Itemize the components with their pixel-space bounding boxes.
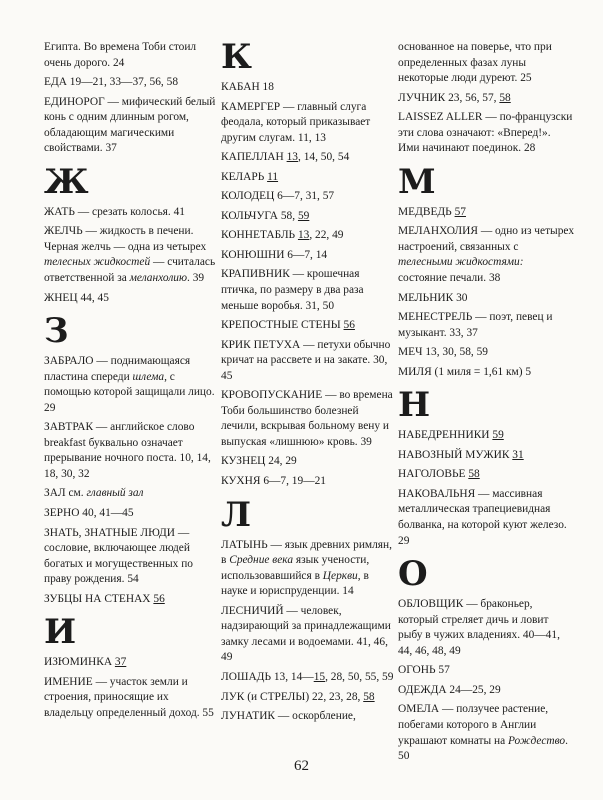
- index-entry: ОГОНЬ 57: [398, 664, 450, 677]
- index-entry: ОМЕЛА — ползучее растение, побегами которого в Англии украшают комнаты на Рождество. 50: [398, 703, 568, 763]
- index-entry: ЗАБРАЛО — поднимающаяся пластина спереди шлема, с помощью которой защищали лицо. 29: [44, 355, 215, 414]
- index-entry: МЕНЕСТРЕЛЬ — поэт, певец и музыкант. 33, 37: [398, 311, 553, 339]
- index-entry: КАБАН 18: [221, 81, 274, 93]
- index-entry: ЛУНАТИК — оскорбление,: [221, 710, 356, 723]
- index-entry: ЛАТЫНЬ — язык древних римлян, в Средние века язык учености, использовавшийся в Церкви, в науке и юриспруденции. 14: [221, 538, 392, 598]
- index-entry: ЖЕЛЧЬ — жидкость в печени. Черная желчь — одна из четырех телесных жидкостей — считалась ответственной за меланхолию. 39: [44, 225, 216, 285]
- index-entry: ЛУЧНИК 23, 56, 57, 58: [398, 91, 511, 104]
- index-entry: LAISSEZ ALLER — по-французски эти слова означают: «Вперед!». Ими начинают поединок. 28: [398, 111, 573, 155]
- section-letter: М: [398, 161, 436, 202]
- index-entry: ЗАВТРАК — английское слово breakfast буквально означает прерывание ночного поста. 10, 14, 18, 30, 32: [44, 421, 211, 480]
- index-entry: КРАПИВНИК — крошечная птичка, по размеру в два раза меньше воробья. 31, 50: [221, 268, 364, 312]
- section-letter: Ж: [44, 161, 89, 202]
- index-entry: КЕЛАРЬ 11: [221, 170, 279, 183]
- index-entry: ИЗЮМИНКА 37: [44, 656, 127, 669]
- index-entry: Египта. Во времена Тоби стоил очень дорого. 24: [44, 41, 197, 69]
- index-entry: НАГОЛОВЬЕ 58: [398, 468, 480, 481]
- index-column-1: [44, 40, 220, 726]
- index-entry: ЗУБЦЫ НА СТЕНАХ 56: [44, 592, 165, 605]
- section-letter: Л: [221, 494, 252, 535]
- index-entry: ЕДИНОРОГ — мифический белый конь с одним длинным рогом, обладающим магическими свойствами. 37: [44, 95, 216, 155]
- index-entry: КОЛЬЧУГА 58, 59: [221, 209, 310, 222]
- index-entry: ЗНАТЬ, ЗНАТНЫЕ ЛЮДИ — сословие, включающее людей богатых и могущественных по праву рождения. 54: [44, 526, 194, 586]
- index-entry: КОНЮШНИ 6—7, 14: [221, 248, 328, 261]
- index-entry: НАБЕДРЕННИКИ 59: [398, 429, 504, 442]
- index-entry: КАМЕРГЕР — главный слуга феодала, который приказывает другим слугам. 11, 13: [221, 100, 371, 144]
- index-entry: МЕЧ 13, 30, 58, 59: [398, 346, 488, 359]
- index-entry: ЗАЛ см. главный зал: [44, 487, 144, 500]
- index-entry: КРЕПОСТНЫЕ СТЕНЫ 56: [221, 319, 355, 332]
- index-entry: МЕЛАНХОЛИЯ — одно из четырех настроений, связанных с телесными жидкостями: состояние печали. 38: [398, 225, 575, 285]
- index-entry: ЖНЕЦ 44, 45: [44, 291, 109, 304]
- index-entry: КРИК ПЕТУХА — петухи обычно кричат на рассвете и на закате. 30, 45: [221, 338, 391, 382]
- section-letter: З: [44, 311, 69, 352]
- index-entry: ЛЕСНИЧИЙ — человек, надзирающий за принадлежащими замку лесами и водоемами. 41, 46, 49: [221, 604, 391, 664]
- index-entry: ОБЛОВЩИК — браконьер, который стреляет дичь и ловит рыбу в чужих владениях. 40—41, 44, 46, 48, 49: [398, 598, 560, 657]
- section-letter: Н: [398, 385, 431, 426]
- index-entry: ЛОШАДЬ 13, 14—15, 28, 50, 55, 59: [221, 670, 394, 683]
- index-entry: ЖАТЬ — срезать колосья. 41: [44, 205, 185, 218]
- index-column-3: [398, 40, 574, 769]
- index-entry: КОННЕТАБЛЬ 13, 22, 49: [221, 229, 344, 242]
- section-letter: И: [44, 612, 77, 653]
- index-entry: ОДЕЖДА 24—25, 29: [398, 683, 501, 696]
- index-entry: МИЛЯ (1 миля = 1,61 км) 5: [398, 365, 532, 378]
- index-entry: НАКОВАЛЬНЯ — массивная металлическая трапециевидная болванка, на которой куют железо. 29: [398, 487, 567, 547]
- index-entry: ИМЕНИЕ — участок земли и строения, приносящие их владельцу определенный доход. 55: [44, 675, 214, 719]
- index-entry: ЛУК (и СТРЕЛЫ) 22, 23, 28, 58: [221, 690, 375, 703]
- index-entry: КРОВОПУСКАНИЕ — во времена Тоби большинство болезней лечили, вскрывая больному вену и выпуская «лишнюю» кровь. 39: [221, 389, 393, 448]
- index-entry: МЕДВЕДЬ 57: [398, 205, 466, 218]
- index-entry: КУХНЯ 6—7, 19—21: [221, 475, 326, 488]
- index-entry: КУЗНЕЦ 24, 29: [221, 455, 297, 468]
- section-letter: К: [221, 37, 252, 77]
- index-entry: КАПЕЛЛАН 13, 14, 50, 54: [221, 151, 350, 164]
- index-entry: ЕДА 19—21, 33—37, 56, 58: [44, 76, 179, 89]
- index-entry: основанное на поверье, что при определенных фазах луны некоторые люди дуреют. 25: [398, 41, 552, 85]
- index-entry: КОЛОДЕЦ 6—7, 31, 57: [221, 190, 335, 203]
- section-letter: О: [398, 554, 428, 595]
- index-entry: НАВОЗНЫЙ МУЖИК 31: [398, 448, 524, 461]
- page-number: 62: [294, 758, 309, 774]
- index-column-2: [221, 37, 397, 729]
- index-entry: ЗЕРНО 40, 41—45: [44, 507, 134, 520]
- index-entry: МЕЛЬНИК 30: [398, 291, 468, 304]
